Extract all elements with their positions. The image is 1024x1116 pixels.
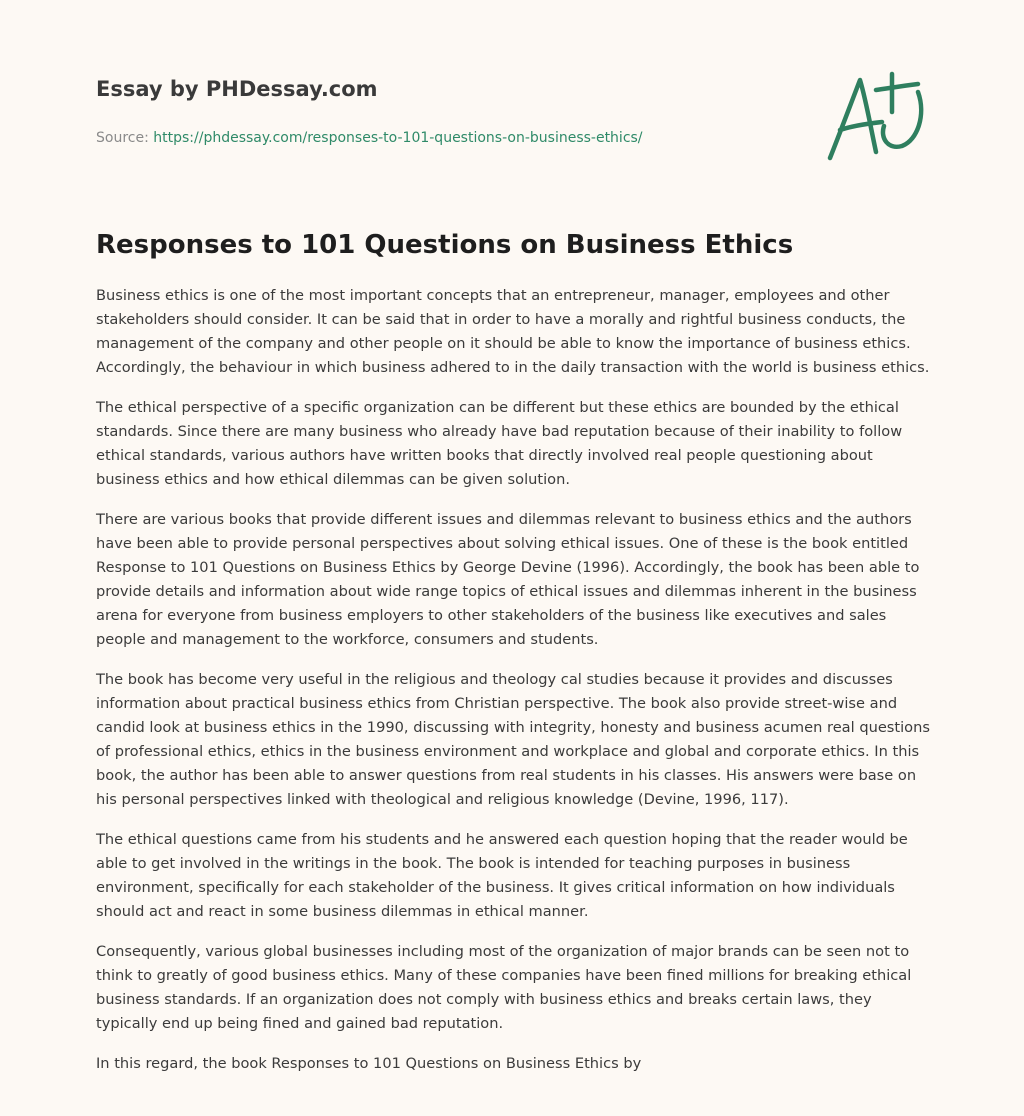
paragraph: Consequently, various global businesses including most of the organization of major brands can be seen not to think to greatly of good business ethics. Many of these companies have been fined millions for breaking ethical business standards. If an organization does not comply with business ethics and breaks certain laws, they typically end up being fined and gained bad reputation. xyxy=(96,943,912,1032)
article-body xyxy=(96,284,936,1092)
paragraph: The book has become very useful in the religious and theology cal studies because it provides and discusses information about practical business ethics from Christian perspective. The book also provide street-wise and candid look at business ethics in the 1990, discussing with integrity, honesty and business acumen real questions of professional ethics, ethics in the business environment and workplace and global and corporate ethics. In this book, the author has been able to answer questions from real students in his classes. His answers were base on his personal perspectives linked with theological and religious knowledge (Devine, 1996, 117). xyxy=(96,671,930,808)
source-label: Source: xyxy=(96,130,154,146)
paragraph: There are various books that provide different issues and dilemmas relevant to business ethics and the authors have been able to provide personal perspectives about solving ethical issues. One of these is the book entitled Response to 101 Questions on Business Ethics by George Devine (1996). Accordingly, the book has been able to provide details and information about wide range topics of ethical issues and dilemmas inherent in the business arena for everyone from business employers to other stakeholders of the business like executives and sales people and management to the workforce, consumers and students. xyxy=(96,511,920,648)
source-line xyxy=(96,128,796,148)
paragraph: In this regard, the book Responses to 101 Questions on Business Ethics by xyxy=(96,1055,642,1072)
paragraph: The ethical questions came from his students and he answered each question hoping that the reader would be able to get involved in the writings in the book. The book is intended for teaching purposes in business environment, specifically for each stakeholder of the business. It gives critical information on how individuals should act and react in some business dilemmas in ethical manner. xyxy=(96,831,908,920)
page-header xyxy=(96,74,796,148)
paragraph: Business ethics is one of the most important concepts that an entrepreneur, manager, employees and other stakeholders should consider. It can be said that in order to have a morally and rightful business conducts, the management of the company and other people on it should be able to know the importance of business ethics. Accordingly, the behaviour in which business adhered to in the daily transaction with the world is business ethics. xyxy=(96,287,930,376)
site-title: Essay by PHDessay.com xyxy=(96,77,378,101)
a-plus-grade-icon xyxy=(822,66,932,166)
paragraph: The ethical perspective of a specific organization can be different but these ethics are bounded by the ethical standards. Since there are many business who already have bad reputation because of their inability to follow ethical standards, various authors have written books that directly involved real people questioning about business ethics and how ethical dilemmas can be given solution. xyxy=(96,399,903,488)
article-title: Responses to 101 Questions on Business Ethics xyxy=(96,230,794,260)
source-link[interactable]: https://phdessay.com/responses-to-101-questions-on-business-ethics/ xyxy=(153,130,643,146)
